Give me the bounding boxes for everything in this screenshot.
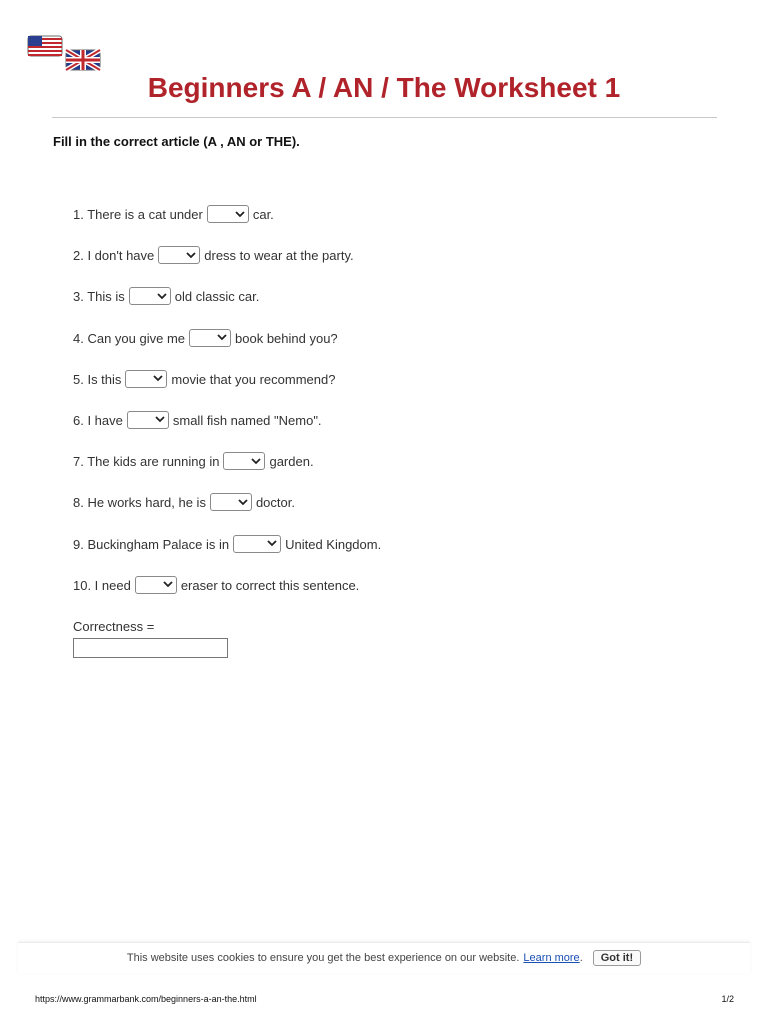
question-text-after: eraser to correct this sentence. xyxy=(180,577,360,593)
chevron-down-icon xyxy=(267,540,277,547)
question-text-before: 10. I need xyxy=(73,577,131,593)
cookie-message: This website uses cookies to ensure you get the best experience on our website. xyxy=(126,952,520,964)
question-text-before: 2. I don't have xyxy=(73,248,155,264)
question-item xyxy=(73,411,381,452)
question-text-after: car. xyxy=(252,207,274,222)
footer-url: https://www.grammarbank.com/beginners-a-an-the.html xyxy=(35,994,257,1004)
question-item xyxy=(73,493,381,534)
article-select[interactable] xyxy=(189,329,231,347)
article-select[interactable] xyxy=(129,287,171,305)
question-item xyxy=(73,452,381,493)
chevron-down-icon xyxy=(238,499,248,506)
chevron-down-icon xyxy=(155,416,165,423)
correctness-label: Correctness = xyxy=(73,619,155,634)
question-text-before: 7. The kids are running in xyxy=(73,454,220,470)
question-text-after: garden. xyxy=(269,454,314,470)
question-text-before: 9. Buckingham Palace is in xyxy=(73,536,230,552)
article-select[interactable] xyxy=(207,205,249,223)
question-item xyxy=(73,576,381,617)
question-text-after: small fish named "Nemo". xyxy=(172,412,322,428)
chevron-down-icon xyxy=(153,375,163,382)
question-text-after: old classic car. xyxy=(174,289,260,305)
question-text-after: doctor. xyxy=(255,495,295,511)
article-select[interactable] xyxy=(233,535,281,553)
question-item xyxy=(73,370,381,411)
chevron-down-icon xyxy=(235,211,245,218)
article-select[interactable] xyxy=(135,576,177,594)
article-select[interactable] xyxy=(223,452,265,470)
question-text-before: 3. This is xyxy=(73,289,125,305)
page-title: Beginners A / AN / The Worksheet 1 xyxy=(147,72,621,103)
article-select[interactable] xyxy=(210,493,252,511)
chevron-down-icon xyxy=(251,458,261,465)
question-item xyxy=(73,535,381,576)
question-item xyxy=(73,329,381,370)
question-list xyxy=(73,205,381,617)
question-text-after: movie that you recommend? xyxy=(171,371,336,387)
cookie-period: . xyxy=(579,952,583,964)
article-select[interactable] xyxy=(127,411,169,429)
correctness-field[interactable] xyxy=(73,638,228,658)
question-text-before: 1. There is a cat under xyxy=(73,207,203,222)
got-it-button[interactable]: Got it! xyxy=(593,950,641,966)
question-item xyxy=(73,287,381,328)
chevron-down-icon xyxy=(186,252,196,259)
question-text-after: dress to wear at the party. xyxy=(204,248,354,264)
learn-more-link[interactable]: Learn more xyxy=(523,952,580,964)
question-text-before: 5. Is this xyxy=(73,371,122,387)
question-text-before: 4. Can you give me xyxy=(73,330,186,346)
cookie-banner xyxy=(18,942,750,973)
title-divider xyxy=(52,117,717,118)
footer-page-number: 1/2 xyxy=(721,994,734,1004)
question-item xyxy=(73,246,381,287)
article-select[interactable] xyxy=(158,246,200,264)
question-text-after: book behind you? xyxy=(235,330,338,346)
site-logo[interactable] xyxy=(26,32,104,72)
chevron-down-icon xyxy=(163,581,173,588)
question-text-before: 6. I have xyxy=(73,412,123,428)
article-select[interactable] xyxy=(125,370,167,388)
question-text-before: 8. He works hard, he is xyxy=(73,495,206,511)
question-item xyxy=(73,205,381,246)
worksheet-instruction: Fill in the correct article (A , AN or THE). xyxy=(53,134,300,149)
chevron-down-icon xyxy=(217,334,227,341)
question-text-after: United Kingdom. xyxy=(285,536,382,552)
chevron-down-icon xyxy=(157,293,167,300)
